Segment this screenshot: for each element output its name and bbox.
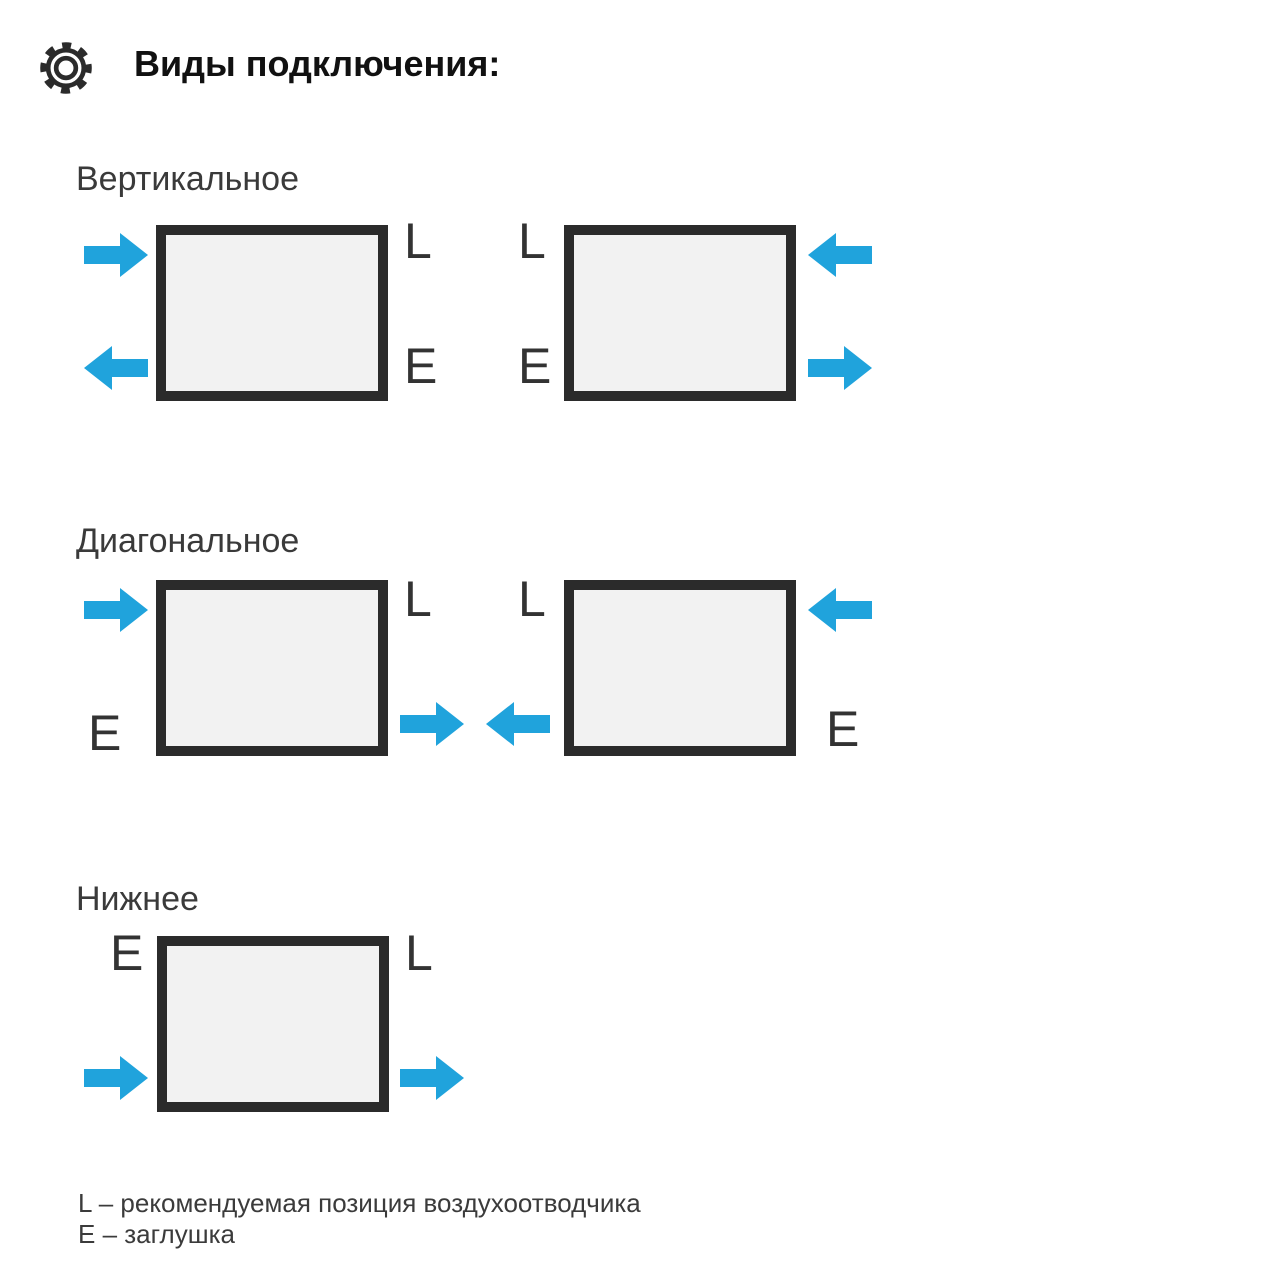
legend-line-l: L – рекомендуемая позиция воздухоотводчика xyxy=(78,1188,641,1218)
radiator-box xyxy=(156,580,388,756)
radiator-box xyxy=(564,580,796,756)
port-label-l: L xyxy=(405,925,433,981)
flow-arrow-left-icon xyxy=(808,586,872,634)
flow-arrow-right-icon xyxy=(84,231,148,279)
section-title: Вертикальное xyxy=(76,160,299,198)
port-label-e: E xyxy=(518,338,552,394)
section-title: Нижнее xyxy=(76,880,199,918)
radiator-box xyxy=(564,225,796,401)
flow-arrow-right-icon xyxy=(400,1054,464,1102)
gear-icon xyxy=(36,38,96,98)
flow-arrow-left-icon xyxy=(486,700,550,748)
port-label-e: E xyxy=(404,338,438,394)
flow-arrow-left-icon xyxy=(84,344,148,392)
port-label-l: L xyxy=(404,571,432,627)
radiator-box xyxy=(157,936,389,1112)
port-label-e: E xyxy=(110,925,144,981)
legend xyxy=(78,1188,641,1250)
radiator-box xyxy=(156,225,388,401)
legend-line-e: E – заглушка xyxy=(78,1219,235,1249)
flow-arrow-right-icon xyxy=(808,344,872,392)
flow-arrow-left-icon xyxy=(808,231,872,279)
port-label-e: E xyxy=(826,701,860,757)
port-label-l: L xyxy=(518,213,546,269)
section-title: Диагональное xyxy=(76,522,300,560)
flow-arrow-right-icon xyxy=(84,1054,148,1102)
port-label-l: L xyxy=(518,571,546,627)
port-label-l: L xyxy=(404,213,432,269)
page-title: Виды подключения: xyxy=(134,43,501,84)
flow-arrow-right-icon xyxy=(84,586,148,634)
flow-arrow-right-icon xyxy=(400,700,464,748)
port-label-e: E xyxy=(88,705,122,761)
